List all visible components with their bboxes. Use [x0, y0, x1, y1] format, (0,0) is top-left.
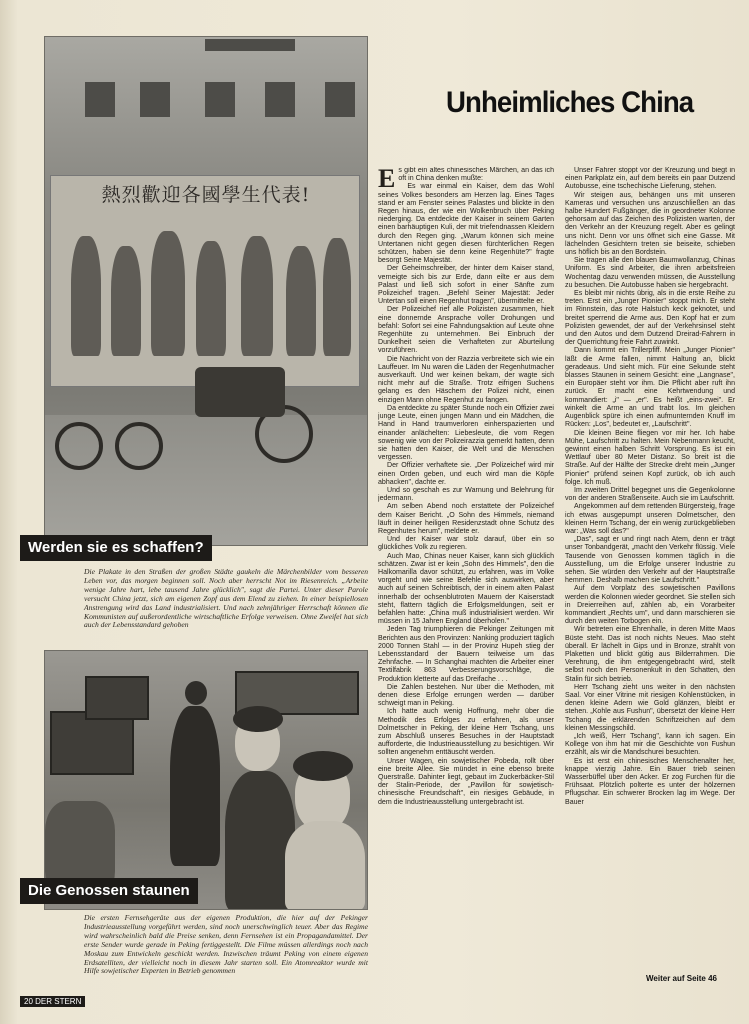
- article-paragraph: „Ich weiß, Herr Tschang", kann ich sagen. Ein Kollege von ihm hat mir die Geschichte von Fushun erzählt, als wir die Mandschurei besuchten.: [565, 733, 735, 757]
- building-window: [140, 82, 170, 117]
- article-paragraph: Die kleinen Beine fliegen vor mir her. Ich habe Mühe, Laufschritt zu halten. Mein Nebenmann keucht, gewinnt einen halben Schritt Vorsprung. Es ist ein Wettlauf über 80 Meter Distanz. So breit ist die Straße. Auf der Hälfte der Strecke dreht mein „Junger Pionier" prüfend seinen Kopf zurück, ob ich auch folge. Ich muß.: [565, 429, 735, 486]
- article-paragraph: Am selben Abend noch erstattete der Polizeichef dem Kaiser Bericht. „O Sohn des Himmels, niemand läuft in deiner heiligen Residenzstadt ohne Schutz des Regenhutes herum", meldete er.: [378, 503, 554, 535]
- article-paragraph: Im zweiten Drittel begegnet uns die Gegenkolonne von der anderen Straßenseite. Auch sie im Laufschritt.: [565, 486, 735, 503]
- bicycle-wheel: [115, 422, 163, 470]
- poster-figure: [241, 236, 273, 356]
- page-title: Unheimliches China: [446, 86, 694, 119]
- tv-exhibition-photo: [44, 650, 368, 910]
- article-paragraph: Der Geheimschreiber, der hinter dem Kaiser stand, verneigte sich bis zur Erde, dann eilte er aus dem Palast und ließ sich sofort in einer Sänfte zum Polizeichef tragen. „Befehl Seiner Majestät: Jeder Untertan soll einen Regenhut tragen", übermittelte er.: [378, 265, 554, 306]
- building-window: [265, 82, 295, 117]
- article-paragraph: Sie tragen alle den blauen Baumwollanzug, Chinas Uniform. Es sind Arbeiter, die ihren arbeitsfreien Wochentag dazu verwenden müssen, die Ausstellung zu besuchen. Die Autobusse haben sie hergebracht.: [565, 257, 735, 289]
- propaganda-poster: [50, 175, 360, 387]
- building-window: [325, 82, 355, 117]
- building-window: [85, 82, 115, 117]
- article-column-2: [565, 167, 735, 969]
- article-paragraph: Wir steigen aus, behängen uns mit unseren Kameras und versuchen uns anzuschließen an das halbe Hundert Fußgänger, die in geordneter Kolonne gehorsam auf das Zeichen des Polizisten warten, der den Verkehr an der Kreuzung regelt. Aber es gelingt uns nicht. Denn vor uns öffnet sich eine Gasse. Mit lächelnden Gesichtern treten sie beiseite, schieben uns höflich bis an den Bordstein.: [565, 191, 735, 257]
- article-paragraph: Unser Fahrer stoppt vor der Kreuzung und biegt in einen Parkplatz ein, auf dem bereits ein paar Dutzend Autobusse, eine tschechische Lieferung, stehen.: [565, 167, 735, 191]
- photo2-caption: Die ersten Fernsehgeräte aus der eigenen Produktion, die hier auf der Pekinger Industrieausstellung vorgeführt werden, sind noch unerschwinglich teuer. Aber das Regime wird wahrscheinlich bald die Preise senken, denn Fernsehen ist ein Propagandamittel. Der erste Sender wurde gerade in Peking fertiggestellt. Die Filme müssen allerdings noch nach Moskau zum Entwickeln geschickt werden. Inzwischen träumt Peking von einem eigenen Erdsatelliten, der vielleicht noch in diesem Jahr starten soll. Ein Atomreaktor wurde mit Hilfe sowjetischer Experten in Betrieb genommen: [84, 913, 368, 976]
- visitor: [170, 706, 220, 866]
- article-paragraph: Herr Tschang zieht uns weiter in den nächsten Saal. Vor einer Vitrine mit riesigen Kohlenstücken, in denen kleine Adern wie Gold glänzen, bleibt er stehen. „Kohle aus Fushun", übersetzt der kleine Herr Tschang die erklärenden Schriftzeichen auf dem kleinen Messingschild.: [565, 683, 735, 732]
- building-window: [205, 39, 295, 51]
- poster-slogan: 熱烈歡迎各國學生代表!: [101, 184, 311, 206]
- article-paragraph: Der Polizeichef rief alle Polizisten zusammen, hielt eine donnernde Ansprache voller Drohungen und befahl: Sofort sei eine Fahndungsaktion auf Leute ohne Regenhüte zu unternehmen. Bei Einbruch der Dunkelheit seien die Verhafteten zur Aburteilung vorzuführen.: [378, 306, 554, 355]
- article-paragraph: Und der Kaiser war stolz darauf, über ein so glückliches Volk zu regieren.: [378, 536, 554, 552]
- page-number: 20 DER STERN: [20, 996, 85, 1007]
- poster-figure: [323, 238, 351, 356]
- visitor-head: [233, 706, 283, 732]
- article-paragraph: Es bleibt mir nichts übrig, als in die erste Reihe zu treten. Erst ein „Junger Pionier" stoppt mich. Er steht im Rinnstein, das rote Halstuch keck geknotet, und breitet sperrend die Arme aus. Den Kopf hat er zum Polizisten gewendet, der auf der Verkehrsinsel steht und den Autos und dem Dutzend Dreirad-Fahrern in der Querrichtung freie Fahrt zuwinkt.: [565, 290, 735, 347]
- poster-figure: [196, 241, 226, 356]
- article-paragraph: Wir betreten eine Ehrenhalle, in deren Mitte Maos Büste steht. Das ist noch nichts Neues. Mao steht überall. Er lächelt in Gips und in Bronze, strahlt von Plaketten und blickt gütig aus Bilderrahmen. Die Verehrung, die ihm entgegengebracht wird, stellt selbst noch den Personenkult in den Schatten, den Stalin für sich betrieb.: [565, 626, 735, 683]
- article-paragraph: Es war einmal ein Kaiser, dem das Wohl seines Volkes besonders am Herzen lag. Eines Tages stand er am Fenster seines Palastes und blickte in den Regen hinaus, der wie ein Wolkenbruch über Peking niederging. Da entdeckte der Kaiser in seinem Garten einen barhäuptigen Kuli, der mit triefendnassen Kleidern durch den Regen ging. „Warum können sich meine Untertanen nicht gegen diesen fürchterlichen Regen schützen, haben sie denn keine Regenhüte?" fragte besorgt Seine Majestät.: [378, 183, 554, 265]
- article-paragraph: Und so geschah es zur Warnung und Belehrung für jedermann.: [378, 486, 554, 503]
- horse-cart: [195, 367, 285, 417]
- photo2-tag: Die Genossen staunen: [20, 878, 198, 904]
- article-paragraph: Ich hatte auch wenig Hoffnung, mehr über die Methodik des Erfolges zu erfahren, als unser Dolmetscher in Peking, der kleine Herr Tschang, uns zum Abschluß unseres Besuches in der Hauptstadt aufforderte, die Industrieausstellung zu besichtigen. Wir sollten angenehm enttäuscht werden.: [378, 708, 554, 757]
- article-paragraph: Unser Wagen, ein sowjetischer Pobeda, rollt über eine breite Allee. Sie mündet in eine ebenso breite Querstraße. Dahinter liegt, gebaut im Zuckerbäcker-Stil der Stalin-Periode, der „Pavillon für sowjetisch-chinesische Freundschaft", ein riesiges Gebäude, in dem die Industrieausstellung untergebracht ist.: [378, 757, 554, 806]
- television-set: [50, 711, 134, 775]
- article-paragraph: Jeden Tag triumphieren die Pekinger Zeitungen mit Berichten aus den Provinzen: Nanking produziert täglich 2000 Tonnen Stahl — in der Provinz Hupeh stieg der Lebensstandard der Bauern teilweise um das Zehnfache. — In Schanghai machten die Arbeiter einer Textilfabrik 863 Verbesserungsvorschläge, die Produktion kletterte auf das Dreifache . . .: [378, 626, 554, 683]
- continued-link[interactable]: Weiter auf Seite 46: [646, 974, 717, 983]
- article-column-1: [378, 167, 554, 954]
- photo1-tag: Werden sie es schaffen?: [20, 535, 212, 561]
- article-paragraph: Auf dem Vorplatz des sowjetischen Pavillons werden die Kolonnen wieder geordnet. Sie stellen sich in Dreierreihen auf, zählen ab, ein Vorarbeiter kommandiert „Rechts um", und dann marschieren sie durch den weiten Torbogen ein.: [565, 585, 735, 626]
- article-paragraph: Auch Mao, Chinas neuer Kaiser, kann sich glücklich schätzen. Zwar ist er kein „Sohn des Himmels", den die Halkomarilla davor schützt, zu erfahren, was im Volke vorgeht und wie seine Befehle sich auswirken, aber auch auf seinen Schreibtisch, der in einem alten Palast innerhalb der ochsenblutroten Mauern der Kaiserstadt steht, flattern täglich die Erfolgsmeldungen, seit er befahlen hatte: „China muß industrialisiert werden. Wir müssen in 15 Jahren England überholen.": [378, 552, 554, 626]
- visitor-head: [185, 681, 207, 705]
- visitor: [285, 821, 365, 910]
- poster-figure: [71, 236, 101, 356]
- article-paragraph: Da entdeckte zu später Stunde noch ein Offizier zwei junge Leute, einen jungen Mann und ein Mädchen, die Hand in Hand traumverloren einherspazierten und einander anlächelten: Liebesleute, die vom Regen sowenig wie von der Polizeirazzia gemerkt hatten, denn sie hatten den Kaiser, die Welt und die Menschen vergessen.: [378, 404, 554, 462]
- poster-figure: [286, 246, 316, 356]
- article-paragraph: „Das", sagt er und ringt nach Atem, denn er trägt unser Tonbandgerät, „macht den Verkehr flüssig. Viele Tausende von Genossen kommen täglich in die Ausstellung, um die Erfolge unserer Industrie zu sehen. Sie würden den Verkehr auf der Hauptstraße hemmen. Deshalb machen sie Laufschritt.": [565, 536, 735, 585]
- visitor-head: [293, 751, 353, 781]
- poster-figure: [151, 231, 185, 356]
- drop-cap: E: [378, 167, 396, 193]
- building-window: [205, 82, 235, 117]
- article-paragraph: Angekommen auf dem rettenden Bürgersteig, frage ich etwas ausgepumpt unseren Dolmetscher, den kleinen Herrn Tschang, der ein wenig zurückgeblieben war: „Was soll das?": [565, 503, 735, 535]
- article-paragraph: Die Zahlen bestehen. Nur über die Methoden, mit denen diese Erfolge errungen werden — darüber schweigt man in Peking.: [378, 683, 554, 708]
- television-set: [85, 676, 149, 720]
- photo1-caption: Die Plakate in den Straßen der großen Städte gaukeln die Märchenbilder vom besseren Leben vor, das morgen beginnen soll. Noch aber herrscht Not im Riesenreich. „Arbeite wenige Jahre hart, lebe tausend Jahre glücklich", sagt die Partei. Unter dieser Parole versucht China jetzt, sich am eigenen Zopf aus dem Elend zu ziehen. In einer beispiellosen Anstrengung wird das Land industrialisiert. Und nach zehnjähriger Herrschaft können die Kommunisten auf außerordentliche wirtschaftliche Erfolge verweisen. Ohne Zweifel hat sich auch der Lebensstandard gehoben: [84, 567, 368, 630]
- article-paragraph: Dann kommt ein Trillerpfiff. Mein „Junger Pionier" läßt die Arme fallen, nimmt Haltung an, blickt geradeaus. Und sieht mich. Für eine Sekunde steht blasses Staunen in seinem Gesicht: eine „Langnase", ein Europäer steht vor ihm. Die Pflicht aber ruft ihn zurück. Er macht eine Kehrtwendung und kommandiert: „i" — „er". Es heißt „eins-zwei". Er winkelt die Arme an und trabt los. Im gleichen Augenblick spüre ich einen aufmunternden Knuff im Rücken: „Los", bedeutet er, „Laufschritt".: [565, 347, 735, 429]
- article-paragraph: s gibt ein altes chinesisches Märchen, an das ich oft in China denken mußte:: [398, 167, 554, 183]
- article-paragraph: Es ist erst ein chinesisches Menschenalter her, knappe vierzig Jahre. Ein Bauer trieb seinen Wasserbüffel über den Acker. Er zog Furchen für die Frühsaat. Plötzlich polterte es unter der hölzernen Pflugschar. Ein schwerer Brocken lag im Wege. Der Bauer: [565, 757, 735, 806]
- article-paragraph: Der Offizier verhaftete sie. „Der Polizeichef wird mir einen Orden geben, und euch wird man die Köpfe abhacken", dachte er.: [378, 462, 554, 486]
- bicycle-wheel: [55, 422, 103, 470]
- poster-figure: [111, 246, 141, 356]
- street-poster-photo: [44, 36, 368, 546]
- article-paragraph: Die Nachricht von der Razzia verbreitete sich wie ein Lauffeuer. Im Nu waren die Läden der Regenhutmacher ausverkauft. Und wer keinen bekam, der wagte sich nicht mehr auf die Straße. Trotz eifrigen Suchens gelang es den Häschern der Polizei nicht, einen einzigen Mann ohne Regenhut zu fangen.: [378, 355, 554, 404]
